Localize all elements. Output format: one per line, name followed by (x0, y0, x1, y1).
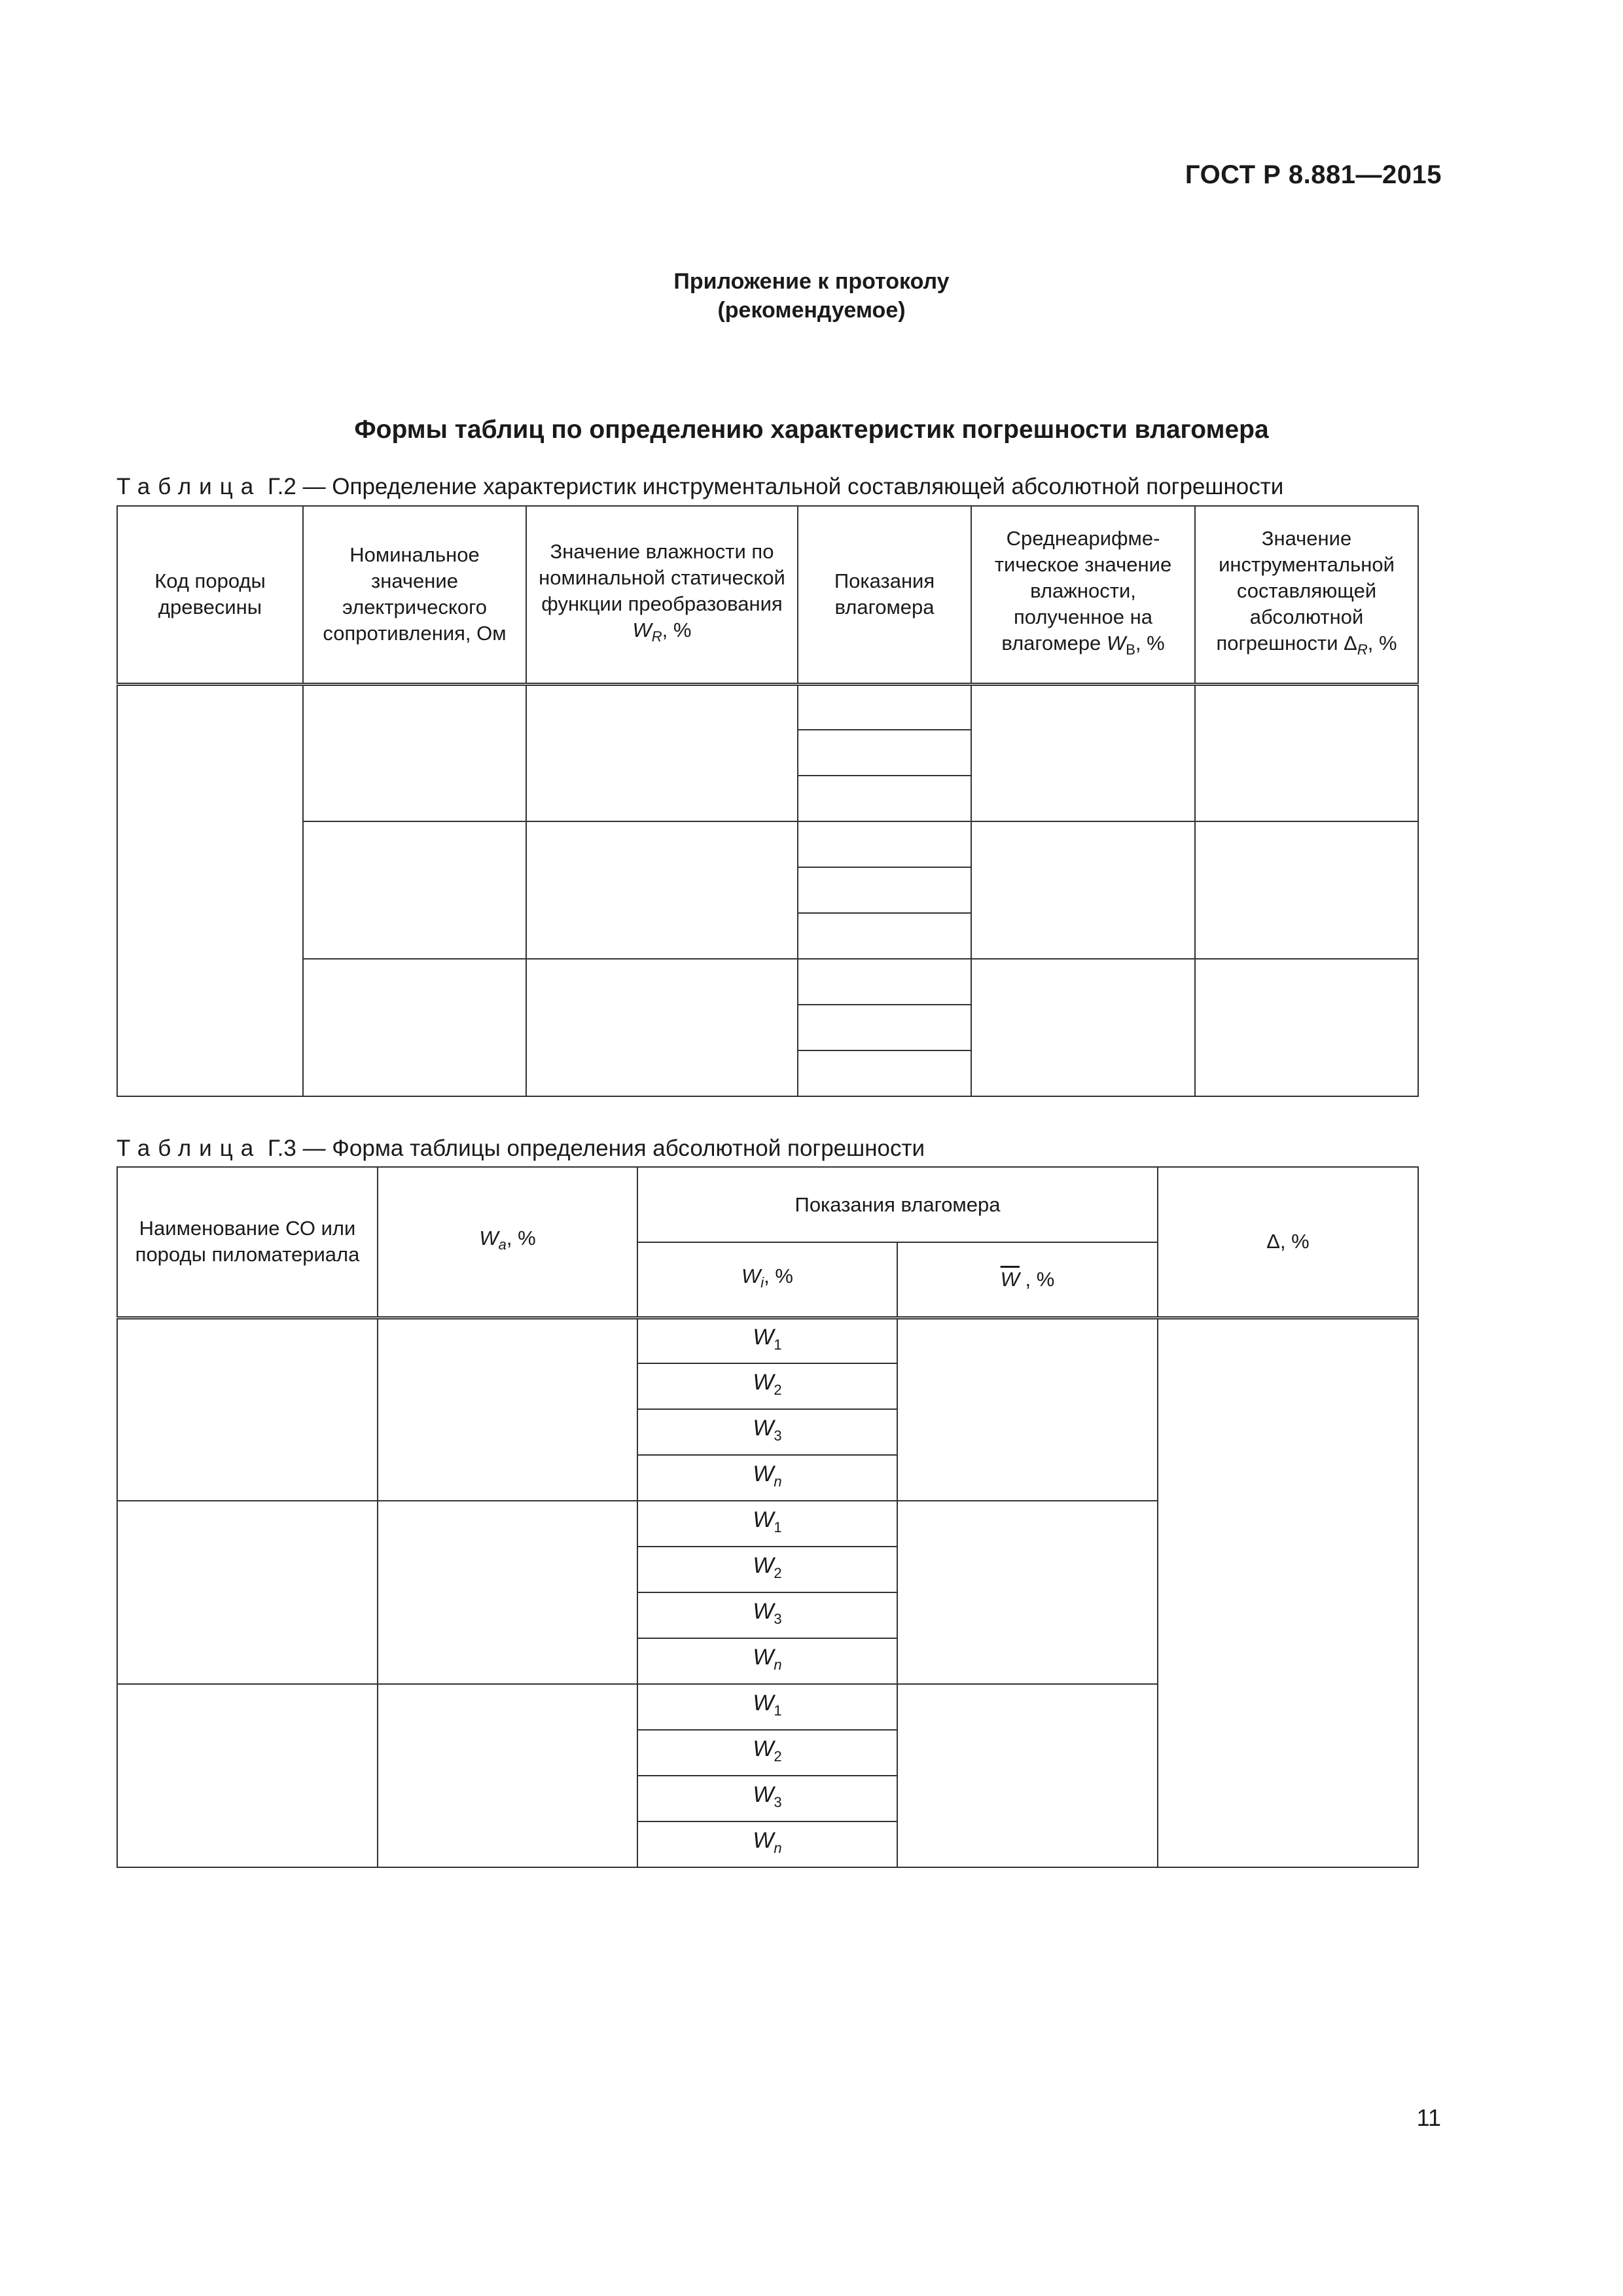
g3-body (117, 1318, 1418, 1867)
g3-header-wi-var: W (741, 1264, 761, 1287)
g2-header-instrumental-error-text: Значение инструментальной составляющей абсолютной погрешности (1216, 527, 1395, 655)
g3-reading-cell (637, 1821, 897, 1867)
g2-reading-cell (798, 913, 971, 959)
g3-header-wi (637, 1242, 897, 1318)
g2-reading-cell (798, 684, 971, 730)
g3-reading-var: W (753, 1736, 774, 1762)
g3-reading-var: W (753, 1416, 774, 1441)
g2-header-nominal-humidity-sub: R (651, 628, 662, 645)
g2-wood-code-cell (117, 684, 303, 1096)
g2-resistance-cell (303, 821, 526, 959)
g2-header-mean-humidity-var: W (1106, 632, 1126, 655)
g3-reading-cell (637, 1363, 897, 1409)
g2-header-meter-readings: Показания влагомера (798, 506, 971, 684)
g2-reading-cell (798, 730, 971, 776)
g3-header-wa-sub: a (498, 1236, 507, 1253)
g3-header-wi-sub: i (760, 1274, 764, 1291)
g3-mean-cell (897, 1501, 1158, 1684)
g3-reading-var: W (753, 1370, 774, 1395)
g3-header-w-mean (897, 1242, 1158, 1318)
g2-reading-cell (798, 959, 971, 1005)
g2-instrumental-error-cell (1195, 959, 1418, 1096)
g2-mean-humidity-cell (971, 821, 1195, 959)
g3-mean-cell (897, 1684, 1158, 1867)
section-title: Формы таблиц по определению характеристик погрешности влагомера (354, 416, 1269, 444)
table-g3-caption-word: Таблица (116, 1136, 262, 1161)
g2-reading-cell (798, 776, 971, 821)
g2-header-instrumental-error-sub: R (1357, 641, 1368, 658)
g2-body (117, 684, 1418, 1096)
g3-name-cell (117, 1684, 378, 1867)
g2-nominal-humidity-cell (526, 959, 798, 1096)
table-g3-caption (116, 1136, 925, 1162)
g2-header-instrumental-error-var: Δ (1344, 632, 1357, 655)
table-g2-caption (116, 474, 1283, 500)
g2-header-nominal-humidity-text: Значение влажности по номинальной статической функции преобразования (539, 540, 785, 616)
g3-reading-cell (637, 1501, 897, 1547)
g2-mean-humidity-cell (971, 684, 1195, 821)
appendix-title: Приложение к протоколу (673, 269, 950, 294)
g2-header-nominal-humidity (526, 506, 798, 684)
g3-reading-sub: 3 (774, 1610, 782, 1627)
appendix-subtitle: (рекомендуемое) (717, 298, 906, 323)
table-row (117, 1318, 1418, 1363)
g3-name-cell (117, 1501, 378, 1684)
g3-reading-sub: 3 (774, 1427, 782, 1444)
g3-reading-var: W (753, 1462, 774, 1487)
table-row (117, 821, 1418, 867)
g3-reading-sub: 2 (774, 1748, 782, 1765)
g3-name-cell (117, 1318, 378, 1501)
g3-wa-cell (378, 1318, 637, 1501)
g3-reading-cell (637, 1684, 897, 1730)
g3-reading-sub: n (774, 1839, 782, 1856)
g2-header-wood-code: Код породы древесины (117, 506, 303, 684)
g3-reading-cell (637, 1592, 897, 1638)
g3-header-wi-unit: , % (764, 1264, 793, 1287)
g2-header-nominal-humidity-unit: , % (662, 619, 692, 642)
g3-reading-var: W (753, 1507, 774, 1533)
g2-header-nominal-humidity-var: W (632, 619, 652, 642)
g3-reading-cell (637, 1318, 897, 1363)
g3-reading-var: W (753, 1324, 774, 1350)
g2-header-mean-humidity-text: Среднеарифме-тическое значение влажности, полученное на влагомере (994, 527, 1172, 655)
g3-reading-var: W (753, 1691, 774, 1716)
table-g2-caption-word: Таблица (116, 474, 262, 499)
g3-header-w-mean-unit: , % (1019, 1267, 1055, 1291)
g3-reading-var: W (753, 1599, 774, 1624)
standard-designation: ГОСТ Р 8.881—2015 (1185, 160, 1442, 189)
g3-reading-cell (637, 1455, 897, 1501)
table-row (117, 684, 1418, 730)
g3-reading-sub: 2 (774, 1381, 782, 1398)
g3-reading-cell (637, 1776, 897, 1821)
g2-header-instrumental-error (1195, 506, 1418, 684)
g2-mean-humidity-cell (971, 959, 1195, 1096)
table-g3 (116, 1166, 1419, 1868)
g3-wa-cell (378, 1684, 637, 1867)
g3-header-wa-unit: , % (506, 1227, 536, 1250)
g3-header-meter-readings: Показания влагомера (637, 1167, 1158, 1242)
g2-reading-cell (798, 1005, 971, 1050)
table-g2-caption-text: Г.2 — Определение характеристик инструментальной составляющей абсолютной погрешности (267, 474, 1284, 499)
g3-wa-cell (378, 1501, 637, 1684)
g2-reading-cell (798, 1050, 971, 1096)
g3-reading-var: W (753, 1828, 774, 1854)
g3-reading-cell (637, 1409, 897, 1455)
g3-reading-var: W (753, 1553, 774, 1579)
g2-instrumental-error-cell (1195, 684, 1418, 821)
g3-header-delta: Δ, % (1158, 1167, 1418, 1318)
g2-header-nominal-resistance: Номинальное значение электрического сопротивления, Ом (303, 506, 526, 684)
appendix-heading (0, 267, 1623, 325)
g3-header-wa (378, 1167, 637, 1318)
table-g2 (116, 505, 1419, 1097)
g2-reading-cell (798, 821, 971, 867)
g2-nominal-humidity-cell (526, 821, 798, 959)
g2-instrumental-error-cell (1195, 821, 1418, 959)
table-g3-caption-text: Г.3 — Форма таблицы определения абсолютной погрешности (267, 1136, 925, 1161)
g3-reading-sub: n (774, 1473, 782, 1490)
g3-delta-cell (1158, 1318, 1418, 1867)
g3-mean-cell (897, 1318, 1158, 1501)
g3-header-w-mean-var: $\overline{W}$ (1000, 1267, 1020, 1291)
g3-reading-sub: n (774, 1656, 782, 1673)
g2-header-instrumental-error-unit: , % (1367, 632, 1397, 655)
g3-reading-cell (637, 1638, 897, 1684)
g3-reading-cell (637, 1730, 897, 1776)
g3-reading-sub: 1 (774, 1702, 782, 1719)
g3-header-wa-var: W (479, 1227, 499, 1250)
g3-reading-sub: 1 (774, 1336, 782, 1353)
g3-reading-cell (637, 1547, 897, 1592)
g3-reading-var: W (753, 1645, 774, 1670)
g3-header-name: Наименование СО или породы пиломатериала (117, 1167, 378, 1318)
page-number: 11 (1416, 2104, 1441, 2131)
g2-resistance-cell (303, 684, 526, 821)
table-row (117, 959, 1418, 1005)
g2-reading-cell (798, 867, 971, 913)
g2-header-mean-humidity-sub: В (1126, 641, 1135, 658)
g3-reading-sub: 3 (774, 1793, 782, 1810)
g2-nominal-humidity-cell (526, 684, 798, 821)
g2-resistance-cell (303, 959, 526, 1096)
g2-header-mean-humidity (971, 506, 1195, 684)
g3-reading-sub: 1 (774, 1518, 782, 1535)
g2-header-mean-humidity-unit: , % (1135, 632, 1165, 655)
g3-reading-sub: 2 (774, 1564, 782, 1581)
g3-reading-var: W (753, 1782, 774, 1808)
